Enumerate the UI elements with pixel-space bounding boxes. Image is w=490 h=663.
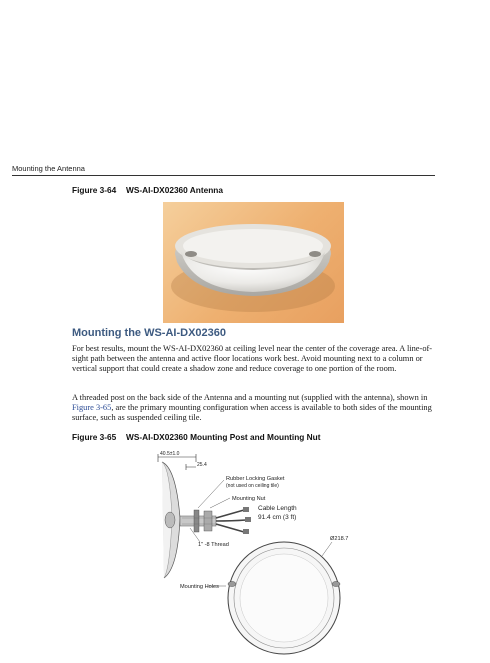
dim-post-label: 25.4	[197, 462, 207, 468]
gasket-label-line1: Rubber Locking Gasket	[226, 476, 285, 482]
figure-64-number: Figure 3-64	[72, 185, 117, 195]
paragraph-mounting-post-text-1: A threaded post on the back side of the Antenna and a mounting nut (supplied with the antenna), shown in	[72, 393, 428, 402]
figure-64-caption	[72, 185, 223, 195]
paragraph-mounting-post-text-2: , are the primary mounting configuration when access is available to both sides of the mounting surface, such as suspended ceiling tile.	[72, 403, 432, 423]
figure-3-65-link[interactable]: Figure 3-65	[72, 403, 112, 413]
running-header-label: Mounting the Antenna	[12, 164, 85, 173]
section-heading: Mounting the WS-AI-DX02360	[72, 327, 227, 339]
figure-65-number: Figure 3-65	[72, 432, 117, 442]
mounting-holes-label: Mounting Holes	[180, 584, 219, 590]
cable-length-line1: Cable Length	[258, 505, 297, 512]
dim-height-label: 40.5±1.0	[160, 451, 180, 457]
thread-label: 1" -8 Thread	[198, 542, 229, 548]
header-rule	[12, 175, 435, 176]
figure-65-title: WS-AI-DX02360 Mounting Post and Mounting Nut	[126, 432, 321, 442]
mounting-diagram	[140, 448, 370, 663]
figure-64-title: WS-AI-DX02360 Antenna	[126, 185, 223, 195]
gasket-label-line2: (not used on ceiling tile)	[226, 483, 279, 489]
paragraph-mounting-post	[72, 393, 437, 424]
figure-65-caption	[72, 432, 321, 442]
diameter-label: Ø218.7	[330, 536, 349, 542]
antenna-illustration	[163, 202, 344, 323]
antenna-photo	[163, 202, 344, 323]
cable-length-line2: 91.4 cm (3 ft)	[258, 514, 297, 521]
paragraph-placement: For best results, mount the WS-AI-DX02360 at ceiling level near the center of the coverage area. A line-of-sight path between the antenna and active floor locations work best. Avoid mounting next to a column or vertical support that could create a shadow zone and reduce coverage to one portion of the room.	[72, 344, 433, 374]
mounting-nut-label: Mounting Nut	[232, 496, 266, 502]
